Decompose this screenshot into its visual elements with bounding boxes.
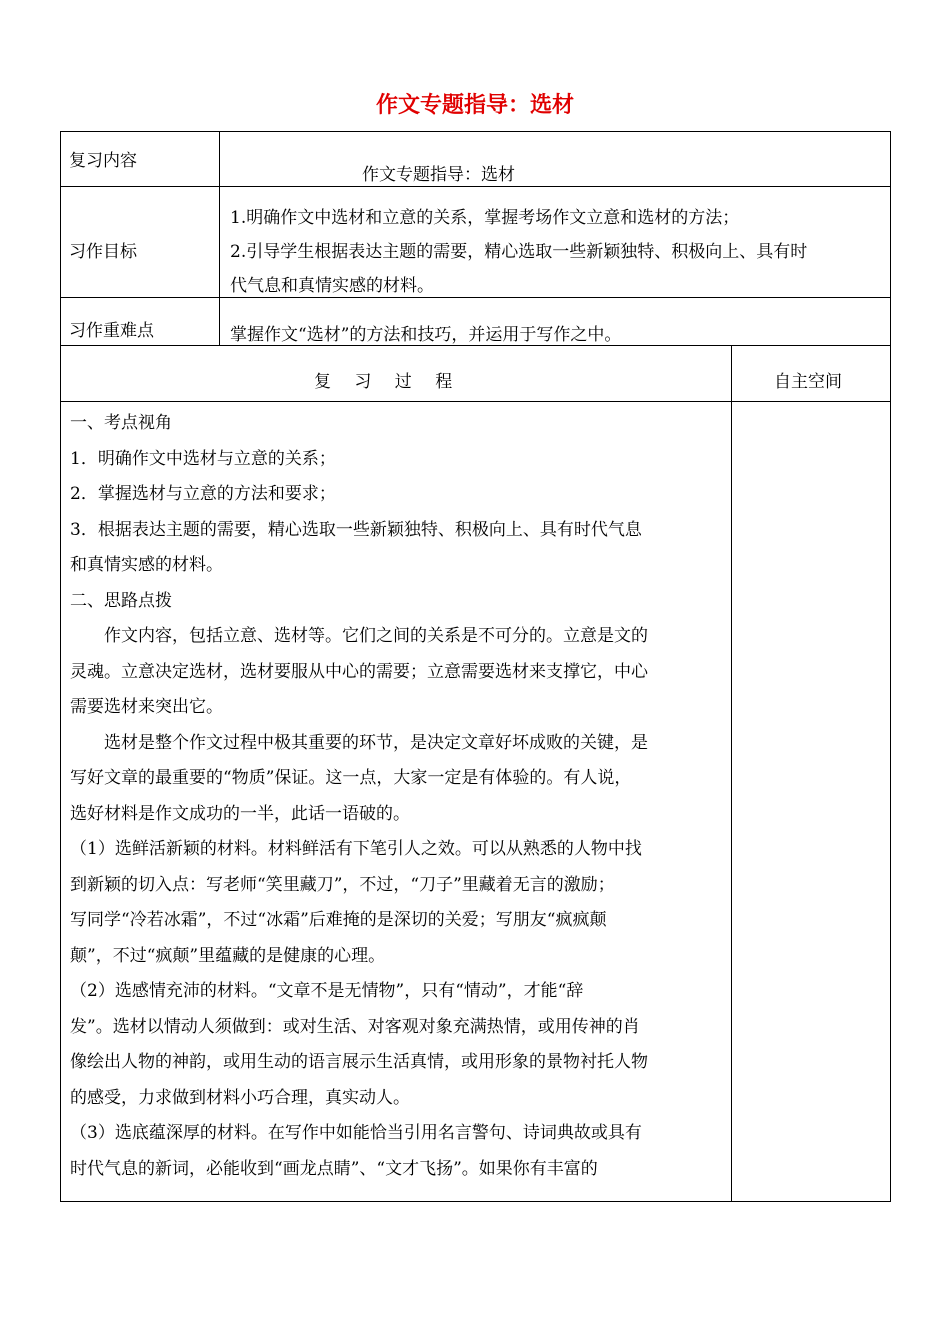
body-line: 像绘出人物的神韵，或用生动的语言展示生活真情，或用形象的景物衬托人物 [70,1052,648,1072]
body-line: 需要选材来突出它。 [70,697,223,717]
body-line: 灵魂。立意决定选材，选材要服从中心的需要；立意需要选材来支撑它，中心 [70,661,648,682]
body-line: 二、思路点拨 [70,590,172,611]
body-line: （1）选鲜活新颖的材料。材料鲜活有下笔引人之效。可以从熟悉的人物中找 [70,839,642,859]
goal-label: 习作目标 [69,242,137,262]
body-line: （3）选底蕴深厚的材料。在写作中如能恰当引用名言警句、诗词典故或具有 [70,1123,642,1143]
difficulty-value: 掌握作文“选材”的方法和技巧，并运用于写作之中。 [230,325,622,345]
goal-line: 2.引导学生根据表达主题的需要，精心选取一些新颖独特、积极向上、具有时 [230,242,808,262]
body-line: 到新颖的切入点：写老师“笑里藏刀”，不过，“刀子”里藏着无言的激励； [70,874,615,895]
body-line: 1．明确作文中选材与立意的关系； [70,448,336,469]
goal-line: 代气息和真情实感的材料。 [230,276,434,296]
body-line: 时代气息的新词，必能收到“画龙点睛”、“文才飞扬”。如果你有丰富的 [70,1158,598,1179]
review-content-value: 作文专题指导：选材 [362,165,515,185]
body-line: 写同学“冷若冰霜”，不过“冰霜”后难掩的是深切的关爱；写朋友“疯疯颠 [70,910,607,930]
body-line: 发”。选材以情动人须做到：或对生活、对客观对象充满热情，或用传神的肖 [70,1016,640,1037]
body-line: 3．根据表达主题的需要，精心选取一些新颖独特、积极向上、具有时代气息 [70,519,642,540]
body-line: 选材是整个作文过程中极其重要的环节，是决定文章好坏成败的关键，是 [70,732,648,753]
body-line: 写好文章的最重要的“物质”保证。这一点，大家一定是有体验的。有人说， [70,768,632,788]
body-line: 选好材料是作文成功的一半，此话一语破的。 [70,803,410,824]
process-header: 复 习 过 程 [314,372,453,392]
document-title: 作文专题指导：选材 [375,93,574,118]
body-line: 的感受，力求做到材料小巧合理，真实动人。 [70,1087,410,1108]
body-line: 2．掌握选材与立意的方法和要求； [70,484,336,504]
body-line: 和真情实感的材料。 [70,555,223,575]
goal-line: 1.明确作文中选材和立意的关系，掌握考场作文立意和选材的方法； [230,208,740,228]
self-space-header: 自主空间 [774,372,842,392]
body-line: 一、考点视角 [70,413,172,433]
body-line: （2）选感情充沛的材料。“文章不是无情物”，只有“情动”，才能“辞 [70,981,584,1001]
body-line: 作文内容，包括立意、选材等。它们之间的关系是不可分的。立意是文的 [70,626,648,646]
difficulty-label: 习作重难点 [69,321,154,341]
body-line: 颠”，不过“疯颠”里蕴藏的是健康的心理。 [70,945,386,966]
review-content-label: 复习内容 [69,151,137,171]
